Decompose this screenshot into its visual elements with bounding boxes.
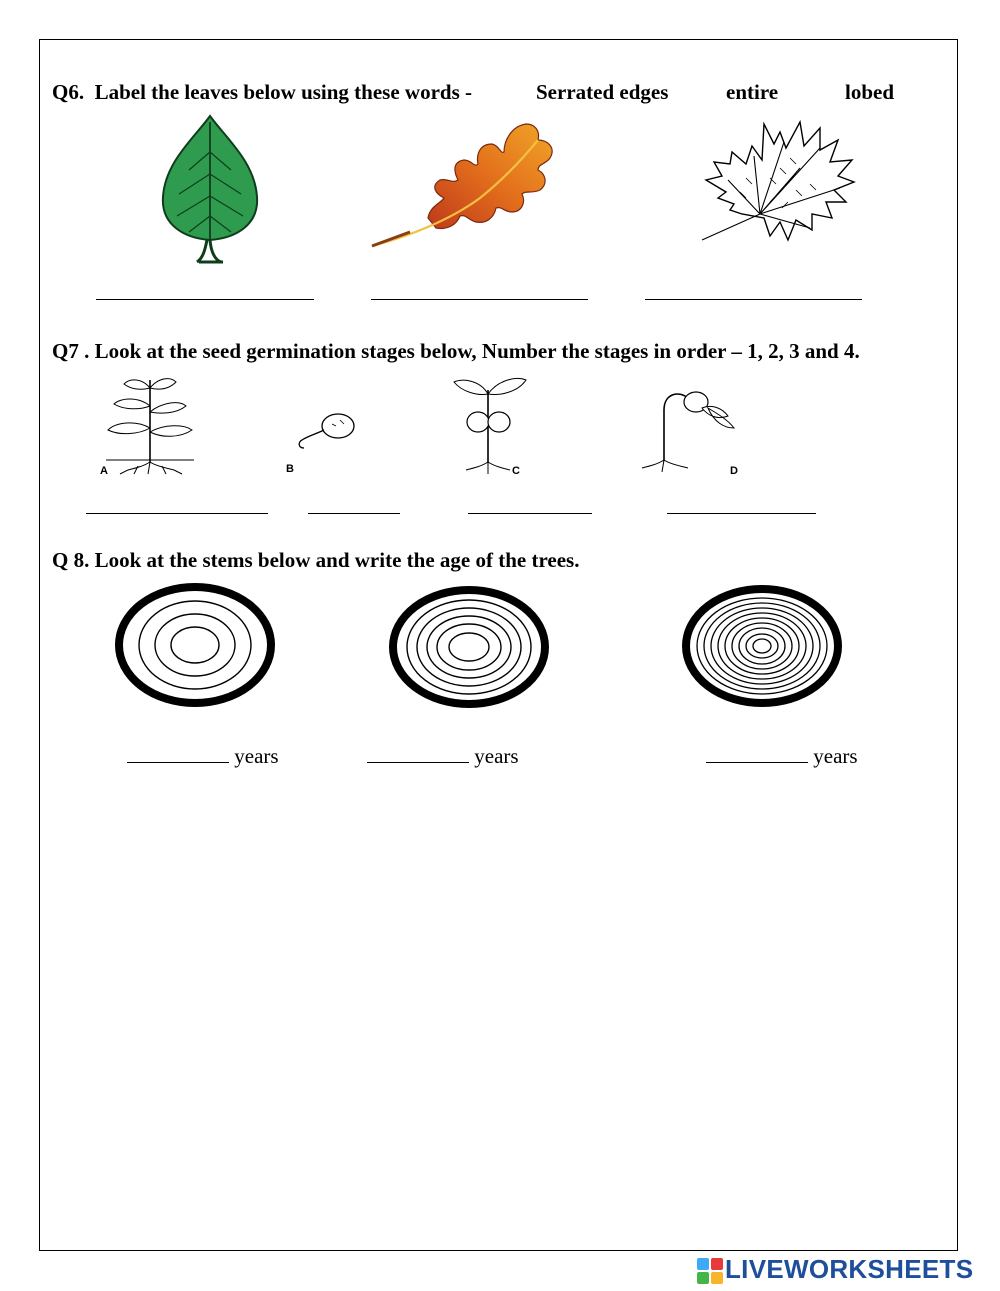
q6-word-entire: entire [726, 80, 779, 104]
years-unit-1: years [234, 744, 279, 768]
q7-answer-blank-b[interactable] [308, 513, 400, 514]
q6-word-lobed: lobed [845, 80, 895, 104]
q6-heading [52, 80, 472, 105]
stage-b-seed-image [284, 408, 362, 476]
stage-a-plant-image [98, 370, 202, 476]
entire-leaf-image [155, 112, 265, 270]
stage-a-label: A [100, 465, 108, 476]
stage-b-label: B [286, 463, 294, 475]
stage-d-germinating-image [638, 384, 750, 476]
serrated-leaf-image [700, 118, 858, 252]
liveworksheets-logo-text: LIVEWORKSHEETS [725, 1254, 974, 1284]
tree-stem-3-image [681, 583, 843, 709]
tree-stem-2-image [388, 584, 550, 710]
q6-word-serrated: Serrated edges [536, 80, 669, 104]
q7-heading: Q7 . Look at the seed germination stages below, Number the stages in order – 1, 2, 3 and 4. [52, 339, 860, 363]
oak-leaf-image [370, 118, 560, 250]
q7-answer-blank-d[interactable] [667, 513, 816, 514]
q7-answer-blank-a[interactable] [86, 513, 268, 514]
q8-answer-blank-3[interactable] [706, 746, 808, 763]
years-unit-2: years [474, 744, 519, 768]
q8-answer-row-1 [127, 744, 279, 769]
stage-d-label: D [730, 465, 738, 476]
q8-answer-blank-1[interactable] [127, 746, 229, 763]
q6-answer-blank-2[interactable] [371, 299, 588, 300]
q7-answer-blank-c[interactable] [468, 513, 592, 514]
q6-answer-blank-3[interactable] [645, 299, 862, 300]
tree-stem-1-image [114, 582, 276, 708]
q6-answer-blank-1[interactable] [96, 299, 314, 300]
liveworksheets-logo-icon [697, 1258, 723, 1284]
years-unit-3: years [813, 744, 858, 768]
q6-prefix: Q6. Label the leaves below using these words - [52, 80, 472, 104]
stage-c-seedling-image [446, 370, 536, 476]
q8-answer-blank-2[interactable] [367, 746, 469, 763]
q8-answer-row-2 [367, 744, 519, 769]
stage-c-label: C [512, 465, 520, 476]
q8-answer-row-3 [706, 744, 858, 769]
q8-heading: Q 8. Look at the stems below and write the age of the trees. [52, 548, 580, 572]
